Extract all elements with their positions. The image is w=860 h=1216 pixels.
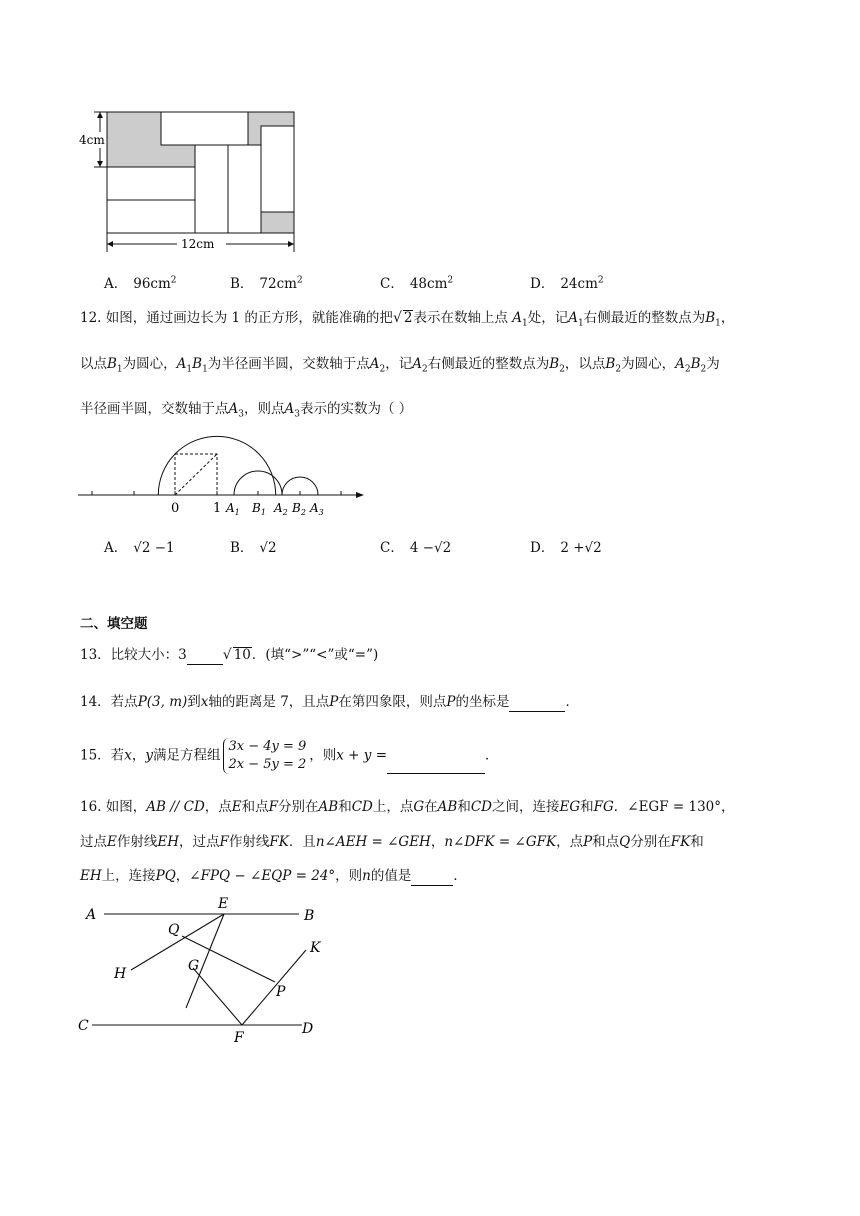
q11-option-d[interactable]: D． $24cm^2$ bbox=[530, 275, 604, 292]
q12-line-1: 12. 如图，通过画边长为 1 的正方形，就能准确的把√ 2表示在数轴上点 $A_1$处，记$A_1$右侧最近的整数点为$B_1$， bbox=[80, 310, 735, 329]
q11-width-label: 12cm bbox=[181, 237, 215, 251]
q11-option-a[interactable]: A． $96cm^2$ bbox=[104, 275, 177, 292]
fig-label-d: D bbox=[302, 1021, 314, 1037]
q12-option-a[interactable]: A． √2 −1 bbox=[104, 540, 175, 556]
q12-option-d[interactable]: D． 2 +√2 bbox=[530, 540, 602, 556]
q13: 13．比较大小：3 √ 10．(填“>”“<”或“=”) bbox=[80, 647, 379, 663]
q12-option-c[interactable]: C． 4 −√2 bbox=[380, 540, 452, 556]
fig-label-c: C bbox=[78, 1018, 89, 1034]
fig-label-b: B bbox=[304, 908, 315, 924]
q11-height-label: 4cm bbox=[79, 133, 105, 147]
fig-label-k: K bbox=[310, 940, 321, 956]
axis-label-a3: $A_3$ bbox=[310, 501, 324, 517]
axis-label-b2: $B_2$ bbox=[292, 501, 306, 517]
q16-line-3: EH上，连接PQ，∠FPQ − ∠EQP = 24°，则n的值是 ． bbox=[80, 868, 467, 884]
section-heading-fill-in: 二、填空题 bbox=[80, 616, 148, 632]
q14: 14．若点P(3, m)到x轴的距离是 7，且点P在第四象限，则点P的坐标是 ． bbox=[80, 694, 579, 710]
fig-label-q: Q bbox=[168, 922, 180, 938]
q16-answer-blank[interactable] bbox=[411, 871, 453, 886]
q11-figure bbox=[74, 104, 304, 256]
fig-label-a: A bbox=[86, 907, 97, 923]
q16-line-2: 过点E作射线EH，过点F作射线FK．且n∠AEH = ∠GEH，n∠DFK = ∠GFK，点P和点Q分别在FK和 bbox=[80, 834, 704, 850]
q13-answer-blank[interactable] bbox=[187, 650, 223, 665]
q12-line-2: 以点$B_1$为圆心，$A_1B_1$为半径画半圆，交数轴于点$A_2$，记$A_2$右侧最近的整数点为$B_2$，以点$B_2$为圆心，$A_2B_2$为 bbox=[80, 356, 720, 375]
fig-label-p: P bbox=[276, 984, 286, 1000]
axis-label-a2: $A_2$ bbox=[274, 501, 288, 517]
q11-option-c[interactable]: C． $48cm^2$ bbox=[380, 275, 454, 292]
fig-label-g: G bbox=[188, 958, 200, 974]
axis-label-a1: $A_1$ bbox=[226, 501, 240, 517]
axis-label-0: 0 bbox=[171, 501, 180, 516]
q16-geometry-figure bbox=[74, 892, 334, 1048]
fig-label-e: E bbox=[218, 896, 229, 912]
axis-label-1: 1 bbox=[213, 501, 222, 516]
q12-option-b[interactable]: B． √2 bbox=[230, 540, 277, 556]
q12-line-3: 半径画半圆，交数轴于点$A_3$，则点$A_3$表示的实数为（ ） bbox=[80, 401, 413, 420]
fig-label-f: F bbox=[234, 1030, 244, 1046]
q15-answer-blank[interactable] bbox=[387, 759, 485, 774]
q11-option-b[interactable]: B． $72cm^2$ bbox=[230, 275, 303, 292]
q14-answer-blank[interactable] bbox=[509, 697, 565, 712]
q15-equation-system: 3x − 4y = 9 2x − 5y = 2 bbox=[223, 738, 306, 774]
axis-label-b1: $B_1$ bbox=[252, 501, 266, 517]
q16-line-1: 16. 如图，AB // CD，点E和点F分别在AB和CD上，点G在AB和CD之间，连接EG和FG．∠EGF = 130°， bbox=[80, 799, 735, 815]
fig-label-h: H bbox=[114, 966, 127, 982]
q12-number-line-figure bbox=[74, 428, 374, 520]
q15: 15．若x，y满足方程组3x − 4y = 9 2x − 5y = 2，则x + y = ． bbox=[80, 739, 499, 772]
